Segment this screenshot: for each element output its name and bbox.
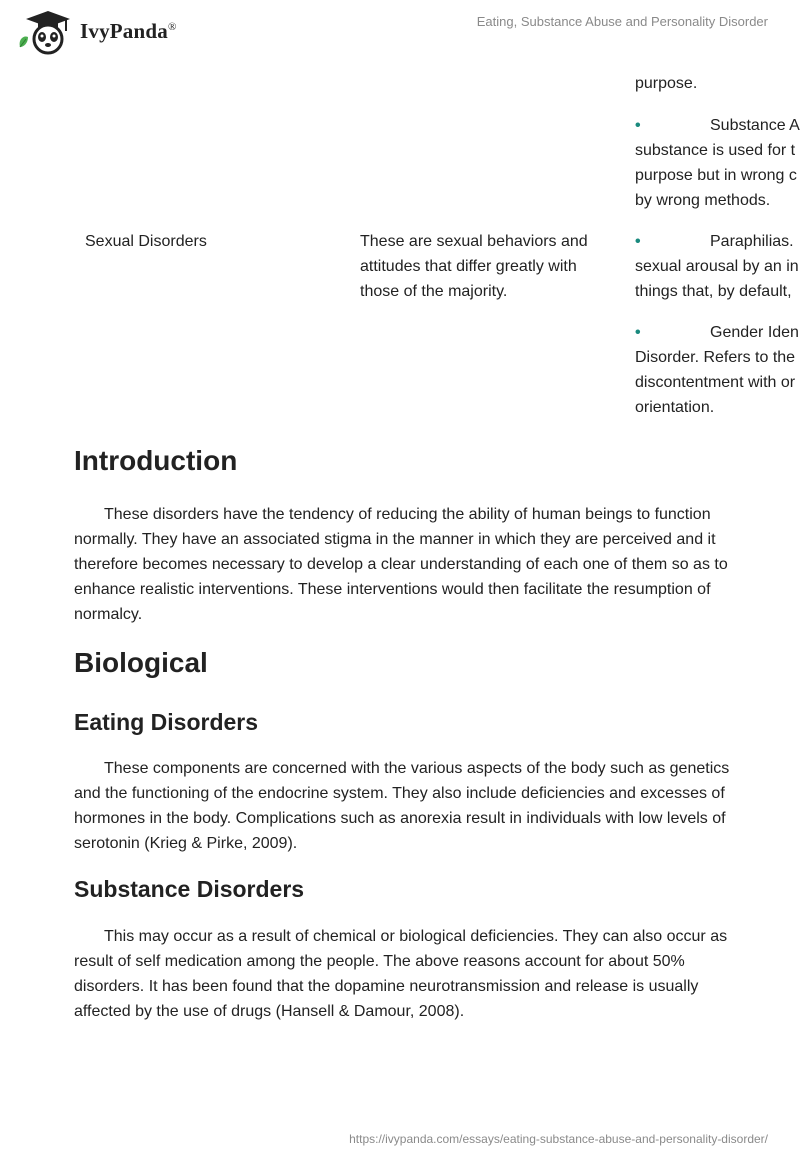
- bullet-icon: •: [635, 117, 641, 134]
- page-header: [0, 0, 800, 60]
- table-cell-fragment: purpose.: [635, 75, 698, 92]
- introduction-paragraph: These disorders have the tendency of reducing the ability of human beings to function normally. They have an associated stigma in the manner in which they are perceived and it therefore becomes necessary to develop a clear understanding of each one of them so as to enhance realistic interventions. These interventions would then facilitate the resumption of normalcy.: [74, 506, 728, 623]
- logo-text: IvyPanda: [80, 18, 168, 43]
- eating-paragraph-block: [74, 756, 734, 856]
- bullet-icon: •: [635, 233, 641, 250]
- heading-eating-disorders: Eating Disorders: [74, 709, 259, 735]
- table-cell-description: These are sexual behaviors and attitudes that differ greatly with those of the majority.: [360, 233, 588, 300]
- bullet-icon: •: [635, 324, 641, 341]
- table-cell-category: Sexual Disorders: [85, 233, 207, 250]
- substance-paragraph-block: [74, 924, 734, 1024]
- bullet-paraphilias: • Paraphilias. sexual arousal by an in things that, by default,: [635, 229, 800, 304]
- ivypanda-logo[interactable]: [14, 7, 177, 55]
- bullet-gender-identity: • Gender Iden Disorder. Refers to the discontentment with or orientation.: [635, 320, 800, 420]
- heading-biological: Biological: [74, 647, 208, 678]
- section-introduction: [74, 444, 734, 478]
- running-title: Eating, Substance Abuse and Personality Disorder: [476, 14, 768, 29]
- eating-paragraph: These components are concerned with the various aspects of the body such as genetics and the functioning of the endocrine system. They also include deficiencies and excesses of hormones in the body. Complications such as anorexia result in individuals with low levels of serotonin (Krieg & Pirke, 2009).: [74, 760, 730, 852]
- section-eating-disorders: [74, 707, 734, 737]
- heading-introduction: Introduction: [74, 445, 238, 476]
- section-biological: [74, 646, 734, 680]
- heading-substance-disorders: Substance Disorders: [74, 876, 305, 902]
- section-substance-disorders: [74, 874, 734, 904]
- panda-logo-icon: [14, 7, 74, 55]
- bullet-substance-abuse: • Substance A substance is used for t purpose but in wrong c by wrong methods.: [635, 113, 800, 213]
- registered-mark: ®: [167, 20, 177, 33]
- introduction-paragraph-block: [74, 502, 734, 627]
- source-url-link[interactable]: https://ivypanda.com/essays/eating-substance-abuse-and-personality-disorder/: [349, 1132, 768, 1146]
- substance-paragraph: This may occur as a result of chemical or biological deficiencies. They can also occur as result of self medication among the people. The above reasons account for about 50% disorders. It has been found that the dopamine neurotransmission and release is usually affected by the use of drugs (Hansell & Damour, 2008).: [74, 928, 728, 1020]
